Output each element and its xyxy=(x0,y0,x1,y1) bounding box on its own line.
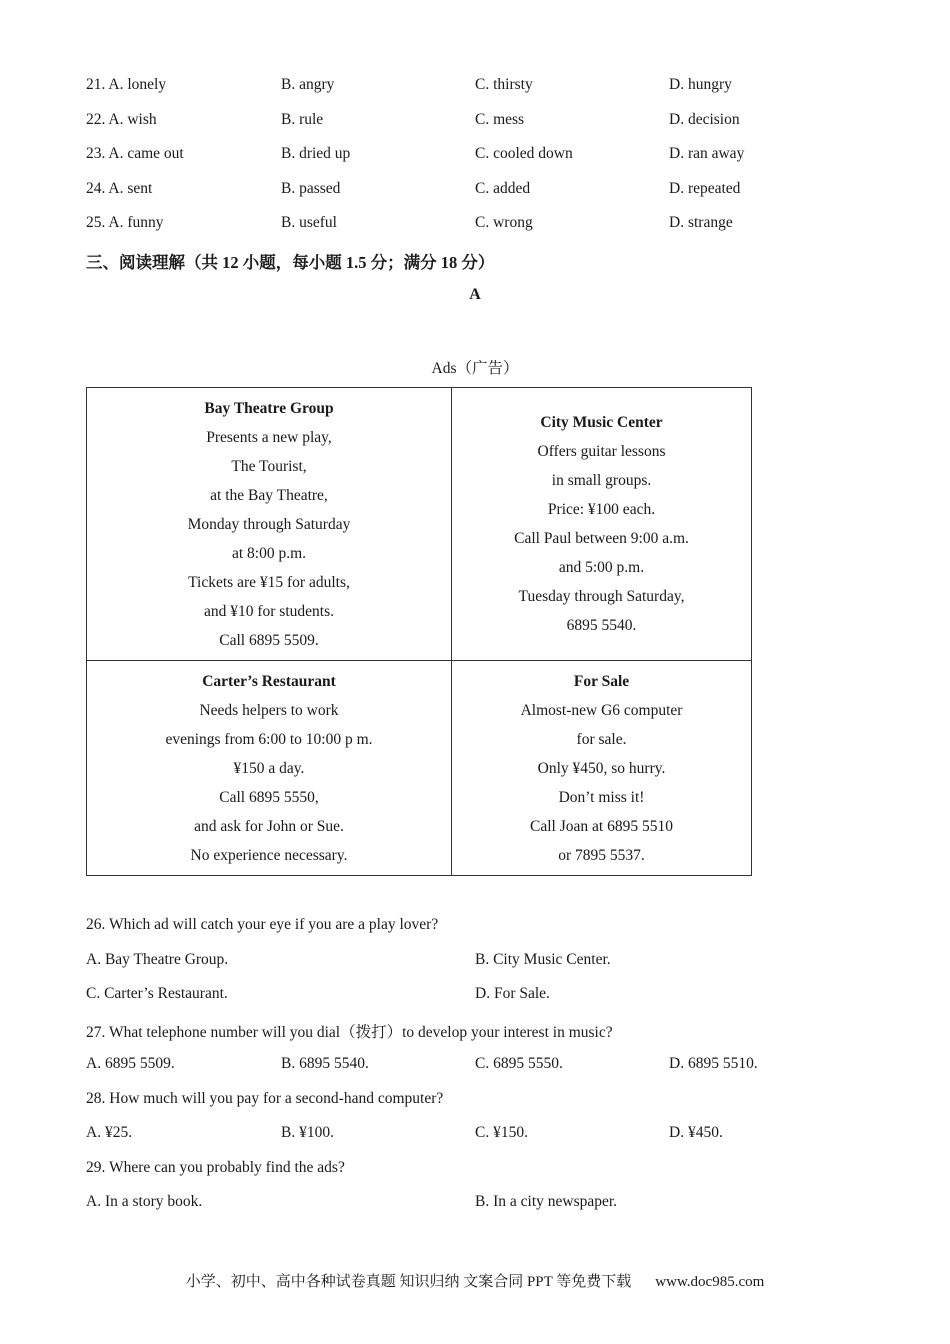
question-26-options-cd xyxy=(86,985,866,1009)
option-23-c: C. cooled down xyxy=(475,145,573,162)
ad-line: The Tourist, xyxy=(231,457,307,475)
ad-line: Call Joan at 6895 5510 xyxy=(530,817,673,835)
ad-for-sale xyxy=(452,661,752,876)
option-23-d: D. ran away xyxy=(669,145,745,162)
option-28-c: C. ¥150. xyxy=(475,1124,528,1141)
option-27-c: C. 6895 5550. xyxy=(475,1055,563,1072)
ad-bay-theatre xyxy=(87,388,452,661)
option-23-b: B. dried up xyxy=(281,145,351,162)
ad-line: Almost-new G6 computer xyxy=(520,701,683,719)
option-25-b: B. useful xyxy=(281,214,337,231)
question-28-stem: 28. How much will you pay for a second-hand computer? xyxy=(86,1090,444,1107)
option-21-a: 21. A. lonely xyxy=(86,76,167,93)
ad-line: Presents a new play, xyxy=(206,428,332,446)
option-22-b: B. rule xyxy=(281,111,324,128)
ad-city-music xyxy=(452,388,752,661)
option-26-b: B. City Music Center. xyxy=(475,951,611,968)
section-title: 三、阅读理解（共 12 小题，每小题 1.5 分；满分 18 分） xyxy=(86,253,495,272)
ad-line: Monday through Saturday xyxy=(187,515,351,533)
ad-line: at 8:00 p.m. xyxy=(231,544,307,562)
ad-line: at the Bay Theatre, xyxy=(210,486,328,504)
ad-line: Price: ¥100 each. xyxy=(547,501,656,518)
footer-url[interactable]: www.doc985.com xyxy=(655,1274,765,1290)
option-26-a: A. Bay Theatre Group. xyxy=(86,951,229,968)
option-22-c: C. mess xyxy=(475,111,525,128)
ads-table xyxy=(86,387,752,876)
option-25-d: D. strange xyxy=(669,214,733,231)
option-21-b: B. angry xyxy=(281,76,335,93)
ad-line: Call Paul between 9:00 a.m. xyxy=(514,530,689,547)
question-28-options xyxy=(86,1124,866,1148)
ad-title: Bay Theatre Group xyxy=(204,399,334,417)
ad-line: and ask for John or Sue. xyxy=(194,817,344,835)
ad-line: Tuesday through Saturday, xyxy=(518,588,685,605)
ads-caption: Ads（广告） xyxy=(431,360,519,377)
ad-line: and 5:00 p.m. xyxy=(558,559,645,576)
question-26-stem: 26. Which ad will catch your eye if you are a play lover? xyxy=(86,916,439,933)
option-26-c: C. Carter’s Restaurant. xyxy=(86,985,228,1002)
ad-line: Tickets are ¥15 for adults, xyxy=(188,573,350,591)
ad-line: for sale. xyxy=(576,730,627,748)
option-22-a: 22. A. wish xyxy=(86,111,157,128)
option-25-a: 25. A. funny xyxy=(86,214,164,231)
option-row-22 xyxy=(86,111,866,135)
ad-title: Carter’s Restaurant xyxy=(202,672,336,690)
option-22-d: D. decision xyxy=(669,111,740,128)
ad-line: ¥150 a day. xyxy=(233,759,305,777)
ad-line: No experience necessary. xyxy=(190,846,348,864)
option-26-d: D. For Sale. xyxy=(475,985,550,1002)
option-21-c: C. thirsty xyxy=(475,76,533,93)
question-27-options xyxy=(86,1055,866,1079)
footer-text: 小学、初中、高中各种试卷真题 知识归纳 文案合同 PPT 等免费下载 xyxy=(185,1274,632,1290)
question-27-stem: 27. What telephone number will you dial（拨打）to develop your interest in music? xyxy=(86,1024,613,1041)
ad-line: Call 6895 5550, xyxy=(219,788,319,806)
option-25-c: C. wrong xyxy=(475,214,533,231)
option-24-c: C. added xyxy=(475,180,531,197)
ad-title: For Sale xyxy=(573,672,630,690)
ad-carters-restaurant xyxy=(87,661,452,876)
passage-label: A xyxy=(469,286,481,303)
question-26-options-ab xyxy=(86,951,866,975)
option-28-b: B. ¥100. xyxy=(281,1124,334,1141)
ad-line: 6895 5540. xyxy=(566,617,637,634)
option-row-23 xyxy=(86,145,866,169)
option-24-b: B. passed xyxy=(281,180,341,197)
ad-line: Needs helpers to work xyxy=(199,701,339,719)
ad-title: City Music Center xyxy=(540,414,663,431)
option-row-25 xyxy=(86,214,866,238)
ad-line: evenings from 6:00 to 10:00 p m. xyxy=(165,730,373,748)
ad-line: or 7895 5537. xyxy=(558,846,645,864)
ad-line: Only ¥450, so hurry. xyxy=(537,759,666,777)
option-27-d: D. 6895 5510. xyxy=(669,1055,758,1072)
option-23-a: 23. A. came out xyxy=(86,145,184,162)
page-footer xyxy=(0,1270,950,1291)
option-21-d: D. hungry xyxy=(669,76,732,93)
option-29-b: B. In a city newspaper. xyxy=(475,1193,618,1210)
option-24-d: D. repeated xyxy=(669,180,741,197)
option-29-a: A. In a story book. xyxy=(86,1193,203,1210)
ad-line: Call 6895 5509. xyxy=(219,631,319,649)
option-row-21 xyxy=(86,76,866,100)
option-28-a: A. ¥25. xyxy=(86,1124,133,1141)
option-27-b: B. 6895 5540. xyxy=(281,1055,369,1072)
ad-line: Don’t miss it! xyxy=(558,788,645,806)
option-27-a: A. 6895 5509. xyxy=(86,1055,175,1072)
ad-line: and ¥10 for students. xyxy=(203,602,334,620)
option-row-24 xyxy=(86,180,866,204)
ad-line: in small groups. xyxy=(551,472,652,489)
option-28-d: D. ¥450. xyxy=(669,1124,723,1141)
question-29-options-ab xyxy=(86,1193,866,1217)
question-29-stem: 29. Where can you probably find the ads? xyxy=(86,1159,345,1176)
option-24-a: 24. A. sent xyxy=(86,180,153,197)
ad-line: Offers guitar lessons xyxy=(537,443,666,460)
